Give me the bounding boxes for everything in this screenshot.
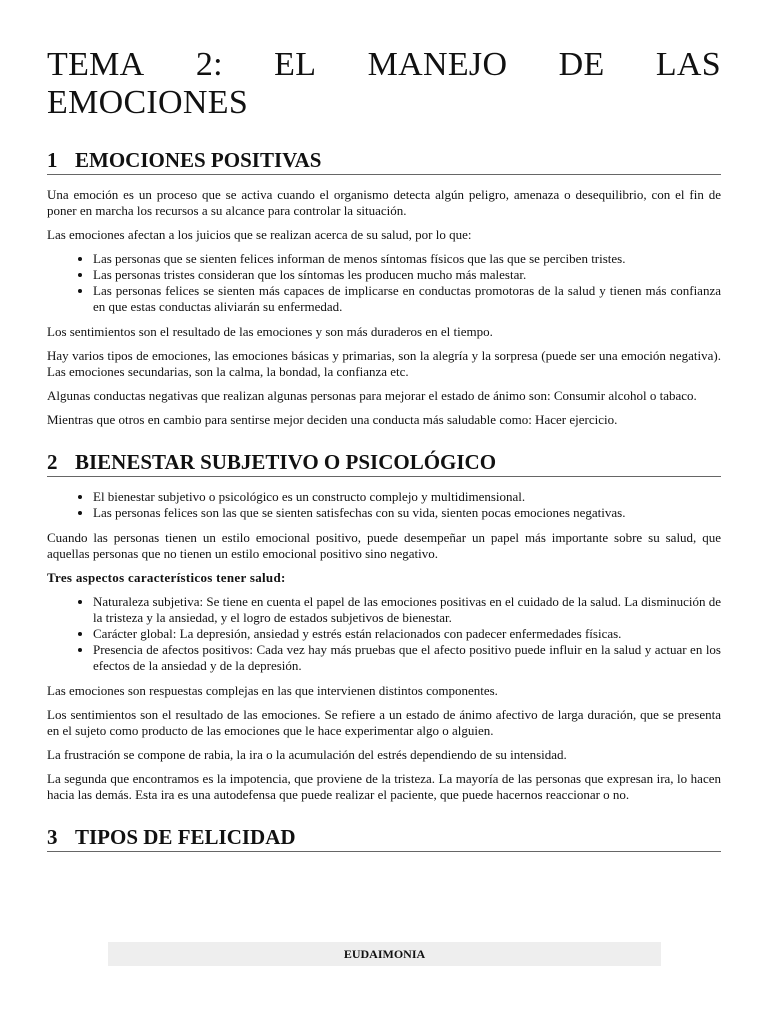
- section-number: 2: [47, 450, 58, 474]
- title-word: DE: [558, 46, 605, 83]
- document-title: [47, 46, 721, 122]
- title-word: MANEJO: [367, 46, 508, 83]
- title-word: EL: [274, 46, 317, 83]
- paragraph-bold: Tres aspectos característicos tener salud:: [47, 570, 286, 585]
- section-title: BIENESTAR SUBJETIVO O PSICOLÓGICO: [75, 450, 497, 474]
- paragraph: La frustración se compone de rabia, la ira o la acumulación del estrés dependiendo de su intensidad.: [47, 747, 567, 762]
- bullet-list: [47, 594, 721, 674]
- list-item: • Carácter global: La depresión, ansiedad y estrés están relacionados con padecer enfermedades físicas.: [93, 626, 721, 642]
- paragraph: Hay varios tipos de emociones, las emociones básicas y primarias, son la alegría y la sorpresa (puede ser una emoción negativa). Las emociones secundarias, son la calma, la bondad, la confianza etc.: [47, 348, 721, 379]
- title-word: 2:: [195, 46, 223, 83]
- title-word: LAS: [655, 46, 721, 83]
- section-number: 3: [47, 825, 58, 849]
- section-title: TIPOS DE FELICIDAD: [75, 825, 296, 849]
- table-header-eudaimonia: [108, 942, 661, 966]
- list-item: • Presencia de afectos positivos: Cada vez hay más pruebas que el afecto positivo puede influir en la salud y actuar en los efectos de la ansiedad y de la depresión.: [93, 642, 721, 674]
- paragraph: Los sentimientos son el resultado de las emociones. Se refiere a un estado de ánimo afectivo de larga duración, que se presenta en el sujeto como producto de las emociones que le hace experimentar algo o alguien.: [47, 707, 721, 738]
- paragraph: Las emociones afectan a los juicios que se realizan acerca de su salud, por lo que:: [47, 227, 472, 242]
- paragraph: Mientras que otros en cambio para sentirse mejor deciden una conducta más saludable como: Hacer ejercicio.: [47, 412, 618, 427]
- list-item: • Las personas felices se sienten más capaces de implicarse en conductas promotoras de la salud y tienen más confianza en que estas conductas aliviarán su enfermedad.: [93, 283, 721, 315]
- list-item: • Las personas tristes consideran que los síntomas les producen mucho más malestar.: [93, 267, 721, 283]
- title-word: TEMA: [47, 46, 145, 83]
- list-item: • Las personas felices son las que se sienten satisfechas con su vida, sienten pocas emociones negativas.: [93, 505, 721, 521]
- title-line-1: [47, 46, 721, 84]
- paragraph: Las emociones son respuestas complejas en las que intervienen distintos componentes.: [47, 683, 498, 698]
- list-item: • Naturaleza subjetiva: Se tiene en cuenta el papel de las emociones positivas en el cuidado de la salud. La disminución de la tristeza y la ansiedad, y el logro de estados subjetivos de bienestar.: [93, 594, 721, 626]
- section-title: EMOCIONES POSITIVAS: [75, 148, 322, 172]
- section-heading-tipos-de-felicidad: [47, 825, 721, 852]
- paragraph: Algunas conductas negativas que realizan algunas personas para mejorar el estado de ánimo son: Consumir alcohol o tabaco.: [47, 388, 697, 403]
- paragraph: Los sentimientos son el resultado de las emociones y son más duraderos en el tiempo.: [47, 324, 493, 339]
- bullet-list: [47, 489, 721, 521]
- paragraph: Cuando las personas tienen un estilo emocional positivo, puede desempeñar un papel más importante sobre su salud, que aquellas personas que no tienen un estilo emocional positivo sino negativo.: [47, 530, 721, 561]
- title-line-2: EMOCIONES: [47, 84, 249, 121]
- document-page: [47, 46, 721, 864]
- paragraph: La segunda que encontramos es la impotencia, que proviene de la tristeza. La mayoría de las personas que expresan ira, lo hacen hacia las demás. Esta ira es una autodefensa que puede realizar el paciente, que puede hacernos reaccionar o no.: [47, 771, 721, 802]
- bullet-list: [47, 251, 721, 315]
- section-heading-emociones-positivas: [47, 148, 721, 175]
- list-item: • Las personas que se sienten felices informan de menos síntomas físicos que las que se perciben tristes.: [93, 251, 721, 267]
- list-item: • El bienestar subjetivo o psicológico es un constructo complejo y multidimensional.: [93, 489, 721, 505]
- section-heading-bienestar-subjetivo: [47, 450, 721, 477]
- paragraph: Una emoción es un proceso que se activa cuando el organismo detecta algún peligro, amenaza o desequilibrio, con el fin de poner en marcha los recursos a su alcance para controlar la situación.: [47, 187, 721, 218]
- table-header-label: EUDAIMONIA: [343, 946, 426, 961]
- section-number: 1: [47, 148, 58, 172]
